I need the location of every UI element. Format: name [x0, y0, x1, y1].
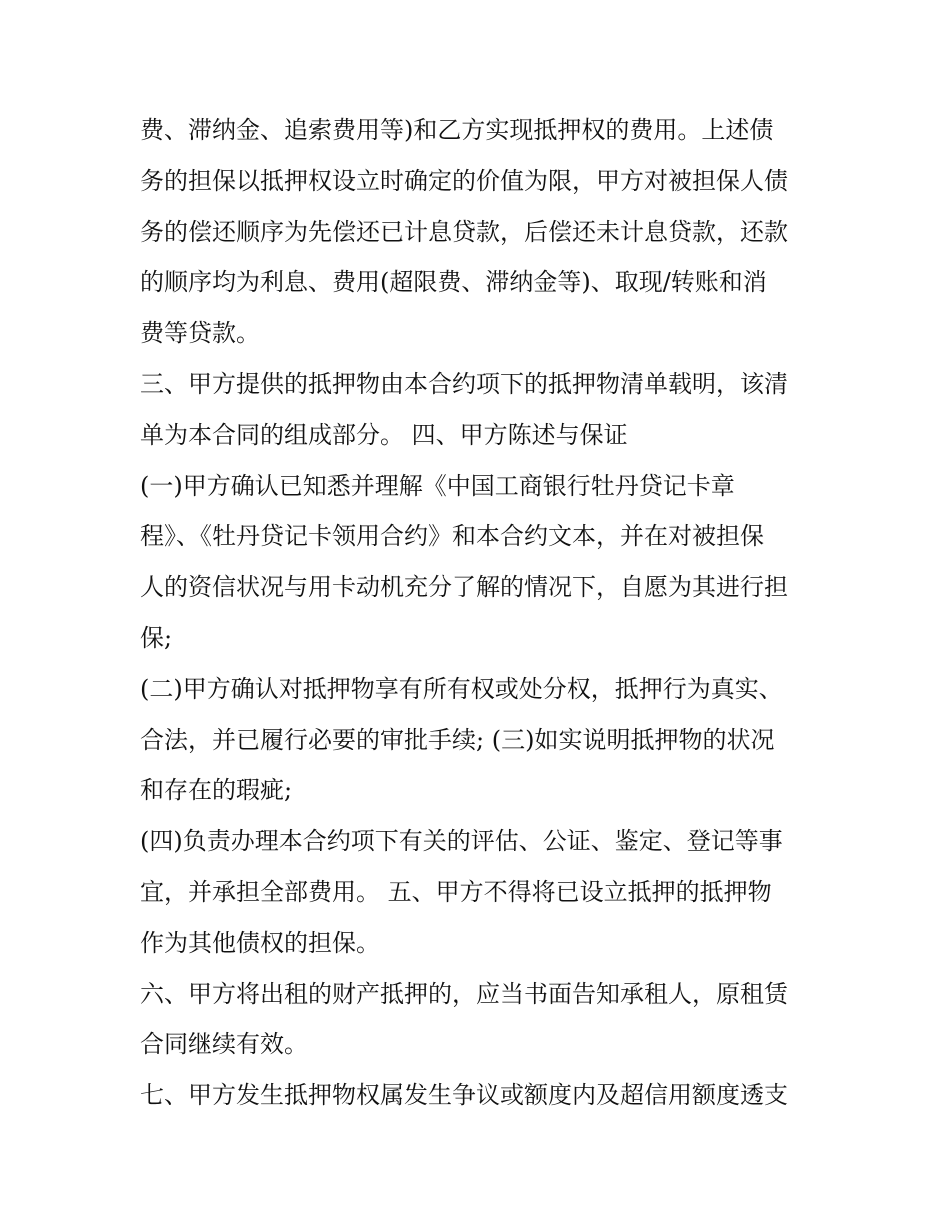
- text-line: 合同继续有效。: [140, 1030, 308, 1059]
- text-line: (二)甲方确认对抵押物享有所有权或处分权，抵押行为真实、: [140, 674, 783, 703]
- text-line: 务的偿还顺序为先偿还已计息贷款，后偿还未计息贷款，还款: [140, 217, 788, 246]
- text-line: 程》、《牡丹贷记卡领用合约》和本合约文本，并在对被担保: [140, 522, 764, 551]
- text-line: 七、甲方发生抵押物权属发生争议或额度内及超信用额度透支: [140, 1081, 788, 1110]
- text-line: 的顺序均为利息、费用(超限费、滞纳金等)、取现/转账和消: [140, 268, 767, 297]
- text-line: 作为其他债权的担保。: [140, 928, 380, 957]
- text-line: 和存在的瑕疵;: [140, 776, 293, 805]
- text-line: 保;: [140, 623, 173, 652]
- text-line: (一)甲方确认已知悉并理解《中国工商银行牡丹贷记卡章: [140, 471, 735, 500]
- document-body: [140, 105, 830, 1121]
- text-line: 宜，并承担全部费用。 五、甲方不得将已设立抵押的抵押物: [140, 877, 772, 906]
- text-line: (四)负责办理本合约项下有关的评估、公证、鉴定、登记等事: [140, 827, 783, 856]
- text-line: 务的担保以抵押权设立时确定的价值为限，甲方对被担保人债: [140, 166, 788, 195]
- text-line: 六、甲方将出租的财产抵押的，应当书面告知承租人，原租赁: [140, 979, 788, 1008]
- text-line: 人的资信状况与用卡动机充分了解的情况下，自愿为其进行担: [140, 573, 788, 602]
- text-line: 费、滞纳金、追索费用等)和乙方实现抵押权的费用。上述债: [140, 116, 774, 144]
- text-line: 三、甲方提供的抵押物由本合约项下的抵押物清单载明，该清: [140, 369, 788, 398]
- text-line: 单为本合同的组成部分。 四、甲方陈述与保证: [140, 420, 628, 449]
- text-line: 合法，并已履行必要的审批手续; (三)如实说明抵押物的状况: [140, 725, 775, 754]
- text-line: 费等贷款。: [140, 319, 260, 348]
